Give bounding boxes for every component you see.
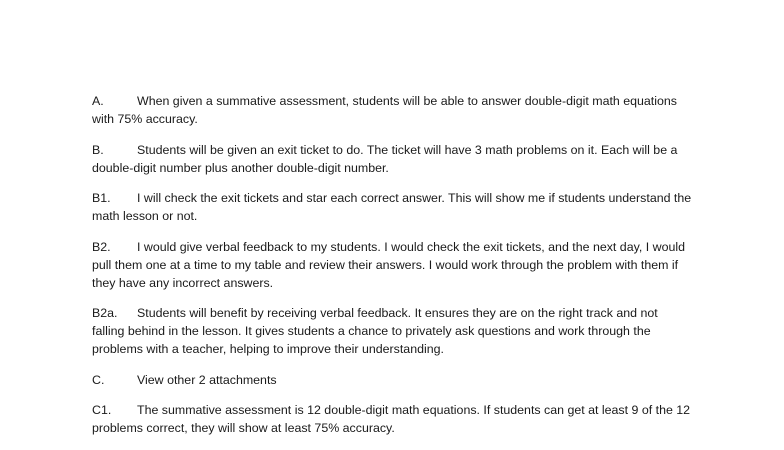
- paragraph-b: [92, 141, 692, 177]
- paragraph-b2a: [92, 304, 692, 358]
- paragraph-text: I would give verbal feedback to my students. I would check the exit tickets, and the next day, I would pull them one at a time to my table and review their answers. I would work through the problem with them if they have any incorrect answers.: [92, 239, 686, 290]
- document-body: [92, 92, 692, 450]
- paragraph-a: [92, 92, 692, 128]
- paragraph-text: Students will be given an exit ticket to do. The ticket will have 3 math problems on it. Each will be a double-digit number plus another double-digit number.: [92, 142, 678, 175]
- paragraph-text: View other 2 attachments: [137, 372, 277, 387]
- paragraph-label: C1.: [92, 403, 112, 417]
- paragraph-c1: [92, 401, 692, 437]
- paragraph-label: B.: [92, 142, 104, 157]
- paragraph-c: [92, 371, 692, 389]
- paragraph-text: The summative assessment is 12 double-digit math equations. If students can get at least 9 of the 12 problems correct, they will show at least 75% accuracy.: [92, 403, 691, 435]
- paragraph-b1: [92, 189, 692, 225]
- paragraph-label: C.: [92, 372, 105, 387]
- paragraph-b2: [92, 238, 692, 292]
- paragraph-label: B2.: [92, 239, 111, 254]
- paragraph-text: When given a summative assessment, students will be able to answer double-digit math equations with 75% accuracy.: [92, 94, 677, 126]
- paragraph-text: Students will benefit by receiving verbal feedback. It ensures they are on the right track and not falling behind in the lesson. It gives students a chance to privately ask questions and work through the problems with a teacher, helping to improve their understanding.: [92, 306, 658, 356]
- paragraph-label: A.: [92, 94, 104, 108]
- paragraph-label: B2a.: [92, 306, 118, 320]
- paragraph-label: B1.: [92, 191, 111, 205]
- paragraph-text: I will check the exit tickets and star each correct answer. This will show me if students understand the math lesson or not.: [92, 191, 692, 223]
